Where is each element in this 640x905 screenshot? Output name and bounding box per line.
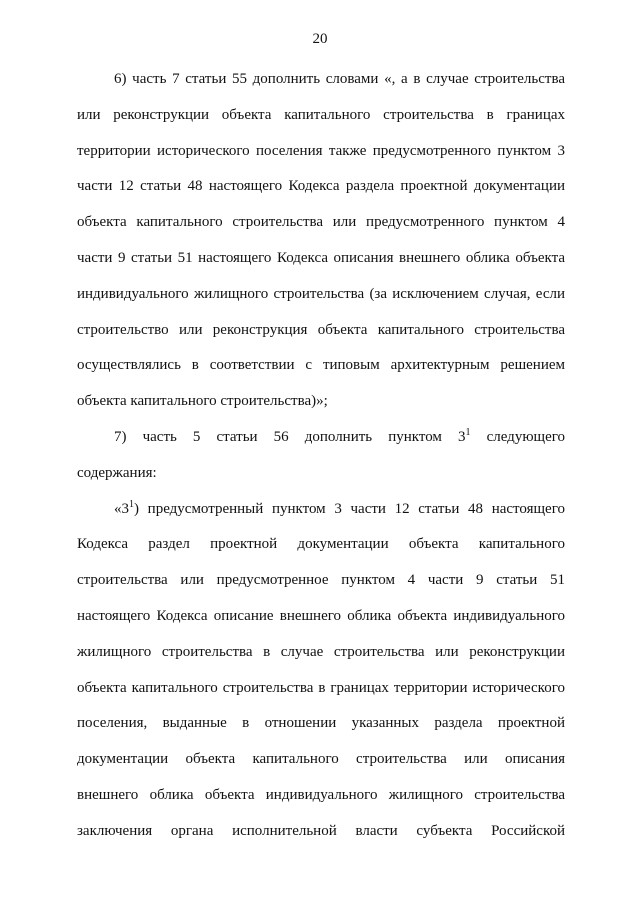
page-number: 20 bbox=[312, 31, 328, 47]
superscript: 1 bbox=[129, 498, 134, 510]
text-line: содержания: bbox=[77, 464, 157, 481]
text-line: осуществлялись в соответствии с типовым архитектурным решением bbox=[77, 357, 565, 374]
text-line-with-superscript bbox=[77, 420, 565, 456]
line-text: часть 5 статьи 56 дополнить пунктом 3 bbox=[142, 428, 466, 445]
text-line: жилищного строительства в случае строительства или реконструкции bbox=[77, 643, 565, 660]
text-line: индивидуального жилищного строительства (за исключением случая, если bbox=[77, 285, 565, 302]
text-line: 6) часть 7 статьи 55 дополнить словами «, а в случае строительства bbox=[114, 71, 565, 87]
paragraph-item-6 bbox=[77, 62, 565, 420]
text-line: внешнего облика объекта индивидуального жилищного строительства bbox=[77, 786, 565, 803]
line-text: следующего bbox=[486, 428, 566, 445]
paragraph-quoted-item bbox=[77, 492, 565, 850]
line-text: ) предусмотренный пунктом 3 части 12 статьи 48 настоящего bbox=[134, 500, 565, 517]
text-line: Кодекса раздел проектной документации объекта капитального bbox=[77, 536, 565, 553]
line-text: «3 bbox=[114, 500, 129, 517]
text-line: или реконструкции объекта капитального строительства в границах bbox=[77, 106, 565, 123]
text-line: объекта капитального строительства в границах территории исторического bbox=[77, 679, 565, 696]
text-line: поселения, выданные в отношении указанных раздела проектной bbox=[77, 715, 565, 732]
text-line: объекта капитального строительства или предусмотренного пунктом 4 bbox=[77, 214, 565, 231]
text-line: части 9 статьи 51 настоящего Кодекса описания внешнего облика объекта bbox=[77, 249, 565, 266]
text-line: части 12 статьи 48 настоящего Кодекса раздела проектной документации bbox=[77, 178, 565, 195]
text-line: строительства или предусмотренное пунктом 4 части 9 статьи 51 bbox=[77, 572, 565, 589]
text-line: документации объекта капитального строительства или описания bbox=[77, 751, 565, 768]
item-number: 7) bbox=[114, 428, 127, 445]
text-line: настоящего Кодекса описание внешнего облика объекта индивидуального bbox=[77, 607, 565, 624]
text-line: объекта капитального строительства)»; bbox=[77, 393, 328, 410]
document-body bbox=[77, 62, 565, 850]
superscript: 1 bbox=[465, 426, 471, 438]
text-line: заключения органа исполнительной власти субъекта Российской bbox=[77, 822, 565, 839]
text-line: строительство или реконструкция объекта капитального строительства bbox=[77, 321, 565, 338]
text-line: территории исторического поселения также предусмотренного пунктом 3 bbox=[77, 142, 565, 159]
paragraph-item-7 bbox=[77, 420, 565, 492]
text-line-with-superscript bbox=[77, 492, 565, 528]
